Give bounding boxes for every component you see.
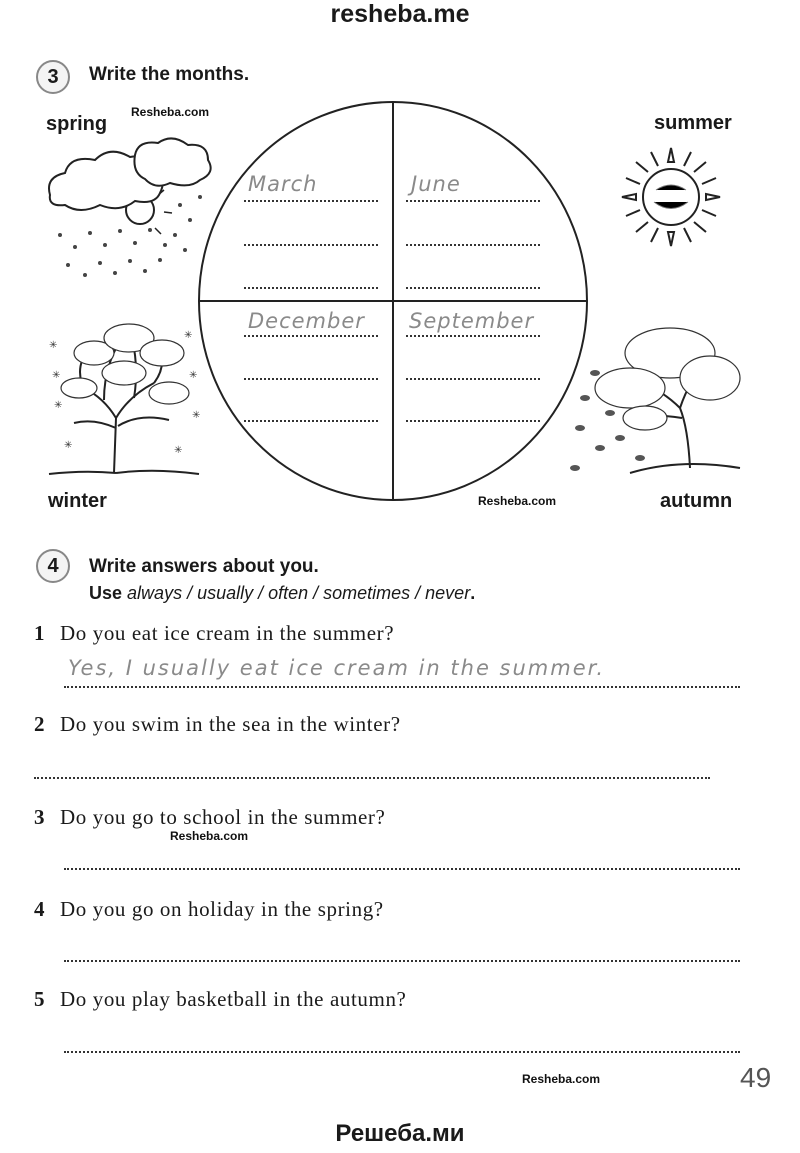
svg-text:✳: ✳	[54, 400, 63, 411]
answer-line[interactable]	[406, 335, 540, 337]
question-3: 3 Do you go to school in the summer?	[34, 805, 386, 829]
answer-line[interactable]	[406, 287, 540, 289]
svg-text:✳: ✳	[64, 440, 73, 451]
season-label-spring: spring	[46, 113, 108, 135]
question-1: 1 Do you eat ice cream in the summer?	[34, 621, 395, 645]
season-label-autumn: autumn	[660, 490, 733, 512]
season-label-winter: winter	[48, 490, 107, 512]
page-number: 49	[740, 1062, 772, 1093]
use-words: always / usually / often / sometimes / never	[127, 583, 471, 603]
wheel-month-spring: March	[248, 172, 318, 196]
wheel-month-autumn: September	[409, 309, 535, 333]
exercise-title: Write the months.	[89, 64, 250, 85]
answer-line-2[interactable]	[34, 777, 710, 779]
svg-text:✳: ✳	[174, 445, 183, 456]
answer-line[interactable]	[406, 420, 540, 422]
season-label-summer: summer	[654, 112, 732, 134]
site-header[interactable]: resheba.me	[330, 0, 470, 28]
rain-cloud-sun-icon	[40, 135, 215, 285]
exercise-number-badge: 4	[36, 549, 70, 583]
answer-line[interactable]	[406, 200, 540, 202]
answer-line[interactable]	[406, 244, 540, 246]
answer-line[interactable]	[244, 287, 378, 289]
exercise-title: Write answers about you.	[89, 556, 319, 577]
svg-text:✳: ✳	[52, 370, 61, 381]
wheel-month-summer: June	[411, 172, 461, 196]
answer-line-3[interactable]	[64, 868, 740, 870]
question-2: 2 Do you swim in the sea in the winter?	[34, 712, 401, 736]
answer-line[interactable]	[244, 420, 378, 422]
watermark: Resheba.com	[170, 829, 249, 843]
use-end: .	[470, 583, 476, 603]
watermark: Resheba.com	[131, 105, 210, 119]
watermark: Resheba.com	[522, 1072, 601, 1086]
site-footer[interactable]: Решеба.ми	[335, 1120, 465, 1147]
svg-text:✳: ✳	[184, 330, 193, 341]
wheel-month-winter: December	[248, 309, 365, 333]
question-4: 4 Do you go on holiday in the spring?	[34, 897, 384, 921]
question-5: 5 Do you play basketball in the autumn?	[34, 987, 407, 1011]
answer-line[interactable]	[244, 378, 378, 380]
answer-line[interactable]	[406, 378, 540, 380]
exercise-number-badge: 3	[36, 60, 70, 94]
snowy-tree-icon	[44, 308, 204, 478]
answer-line-1[interactable]	[64, 686, 740, 688]
use-label: Use	[89, 583, 123, 603]
sun-icon	[616, 140, 726, 255]
month-wheel	[196, 100, 590, 502]
answer-1-text: Yes, I usually eat ice cream in the summer.	[68, 656, 605, 680]
windy-tree-icon	[570, 318, 745, 488]
answer-line[interactable]	[244, 244, 378, 246]
watermark: Resheba.com	[478, 494, 557, 508]
svg-text:✳: ✳	[49, 340, 58, 351]
answer-line[interactable]	[244, 200, 378, 202]
answer-line[interactable]	[244, 335, 378, 337]
answer-line-4[interactable]	[64, 960, 740, 962]
svg-text:✳: ✳	[189, 370, 198, 381]
answer-line-5[interactable]	[64, 1051, 740, 1053]
exercise-instructions	[89, 583, 475, 604]
svg-text:✳: ✳	[192, 410, 201, 421]
